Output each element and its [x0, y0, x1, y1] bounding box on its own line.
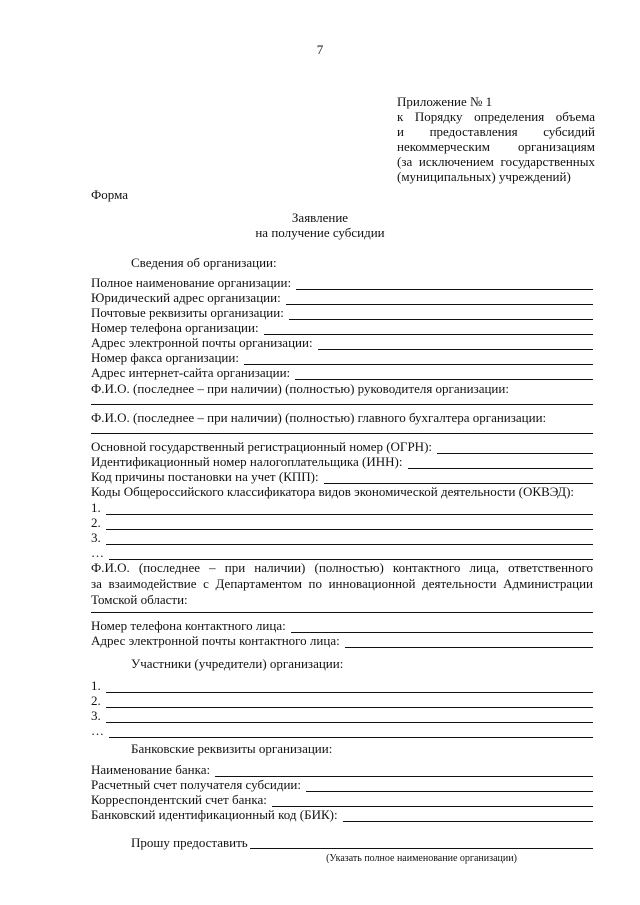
appendix-line: Приложение № 1 [397, 94, 493, 109]
field-label: Расчетный счет получателя субсидии: [91, 777, 301, 792]
fill-line[interactable] [106, 518, 593, 530]
field-correspondent-account[interactable] [91, 792, 593, 807]
founder-item[interactable] [91, 678, 593, 693]
fill-line[interactable] [345, 636, 593, 648]
field-contact-phone[interactable] [91, 618, 593, 633]
paragraph-line: за взаимодействие с Департаментом по инновационной деятельности Администрации [91, 576, 593, 591]
document-title: Заявление [291, 210, 349, 225]
section-heading-organization: Сведения об организации: [131, 255, 277, 270]
fill-line[interactable] [109, 548, 593, 560]
okved-item[interactable] [91, 545, 593, 560]
field-kpp[interactable] [91, 469, 593, 484]
fill-line[interactable] [264, 323, 593, 335]
appendix-line: (за исключением государственных [397, 154, 595, 169]
contact-name-line[interactable] [91, 612, 593, 613]
fill-line[interactable] [106, 711, 593, 723]
fill-line[interactable] [244, 353, 593, 365]
field-inn[interactable] [91, 454, 593, 469]
fill-line[interactable] [408, 457, 594, 469]
founder-item[interactable] [91, 723, 593, 738]
field-full-name[interactable] [91, 275, 593, 290]
okved-item[interactable] [91, 500, 593, 515]
founder-item[interactable] [91, 693, 593, 708]
request-label: Прошу предоставить [131, 835, 248, 850]
field-bank-name[interactable] [91, 762, 593, 777]
field-postal-details[interactable] [91, 305, 593, 320]
paragraph-line: Ф.И.О. (последнее – при наличии) (полностью) контактного лица, ответственного [91, 560, 593, 575]
item-number: … [91, 723, 104, 738]
page-number: 7 [316, 42, 324, 57]
head-name-label: Ф.И.О. (последнее – при наличии) (полностью) руководителя организации: [91, 381, 509, 396]
appendix-line: к Порядку определения объема [397, 109, 595, 124]
appendix-line: (муниципальных) учреждений) [397, 169, 571, 184]
field-bik[interactable] [91, 807, 593, 822]
fill-line[interactable] [291, 621, 593, 633]
paragraph-line: Томской области: [91, 592, 188, 607]
head-name-line[interactable] [91, 404, 593, 405]
field-label: Банковский идентификационный код (БИК): [91, 807, 338, 822]
fill-line[interactable] [106, 533, 593, 545]
contact-person-paragraph [91, 560, 593, 608]
field-label: Полное наименование организации: [91, 275, 292, 290]
item-number: 2. [91, 515, 101, 530]
item-number: 3. [91, 530, 101, 545]
document-subtitle: на получение субсидии [255, 225, 385, 240]
item-number: 1. [91, 678, 101, 693]
request-fill-line[interactable] [250, 848, 593, 849]
field-label: Номер факса организации: [91, 350, 239, 365]
field-website[interactable] [91, 365, 593, 380]
field-label: Основной государственный регистрационный номер (ОГРН): [91, 439, 433, 454]
appendix-note [397, 94, 595, 184]
section-heading-founders: Участники (учредители) организации: [131, 656, 344, 671]
field-legal-address[interactable] [91, 290, 593, 305]
fill-line[interactable] [272, 795, 593, 807]
field-label: Наименование банка: [91, 762, 211, 777]
field-label: Номер телефона контактного лица: [91, 618, 286, 633]
fill-line[interactable] [289, 308, 593, 320]
accountant-name-line[interactable] [91, 433, 593, 434]
okved-item[interactable] [91, 515, 593, 530]
fill-line[interactable] [296, 278, 593, 290]
fill-line[interactable] [286, 293, 593, 305]
item-number: 1. [91, 500, 101, 515]
field-label: Корреспондентский счет банка: [91, 792, 267, 807]
form-label: Форма [91, 187, 128, 202]
okved-label: Коды Общероссийского классификатора видов экономической деятельности (ОКВЭД): [91, 484, 575, 499]
fill-line[interactable] [324, 472, 593, 484]
item-number: … [91, 545, 104, 560]
field-label: Адрес электронной почты организации: [91, 335, 313, 350]
item-number: 3. [91, 708, 101, 723]
item-number: 2. [91, 693, 101, 708]
field-label: Код причины постановки на учет (КПП): [91, 469, 319, 484]
fill-line[interactable] [106, 681, 593, 693]
field-label: Адрес интернет-сайта организации: [91, 365, 291, 380]
fill-line[interactable] [215, 765, 593, 777]
appendix-line: некоммерческим организациям [397, 139, 595, 154]
fill-line[interactable] [437, 442, 593, 454]
appendix-line: и предоставления субсидий [397, 124, 595, 139]
fill-line[interactable] [295, 368, 593, 380]
field-label: Адрес электронной почты контактного лица: [91, 633, 340, 648]
section-heading-bank: Банковские реквизиты организации: [131, 741, 333, 756]
okved-item[interactable] [91, 530, 593, 545]
field-settlement-account[interactable] [91, 777, 593, 792]
fill-line[interactable] [343, 810, 593, 822]
fill-line[interactable] [106, 696, 593, 708]
fill-line[interactable] [318, 338, 593, 350]
field-ogrn[interactable] [91, 439, 593, 454]
fill-line[interactable] [306, 780, 593, 792]
field-label: Юридический адрес организации: [91, 290, 281, 305]
field-email[interactable] [91, 335, 593, 350]
fill-line[interactable] [109, 726, 593, 738]
field-label: Номер телефона организации: [91, 320, 259, 335]
field-label: Почтовые реквизиты организации: [91, 305, 284, 320]
fill-line[interactable] [106, 503, 593, 515]
field-label: Идентификационный номер налогоплательщика (ИНН): [91, 454, 403, 469]
field-fax[interactable] [91, 350, 593, 365]
founder-item[interactable] [91, 708, 593, 723]
field-contact-email[interactable] [91, 633, 593, 648]
request-hint: (Указать полное наименование организации) [326, 853, 517, 864]
field-phone[interactable] [91, 320, 593, 335]
accountant-name-label: Ф.И.О. (последнее – при наличии) (полностью) главного бухгалтера организации: [91, 410, 547, 425]
